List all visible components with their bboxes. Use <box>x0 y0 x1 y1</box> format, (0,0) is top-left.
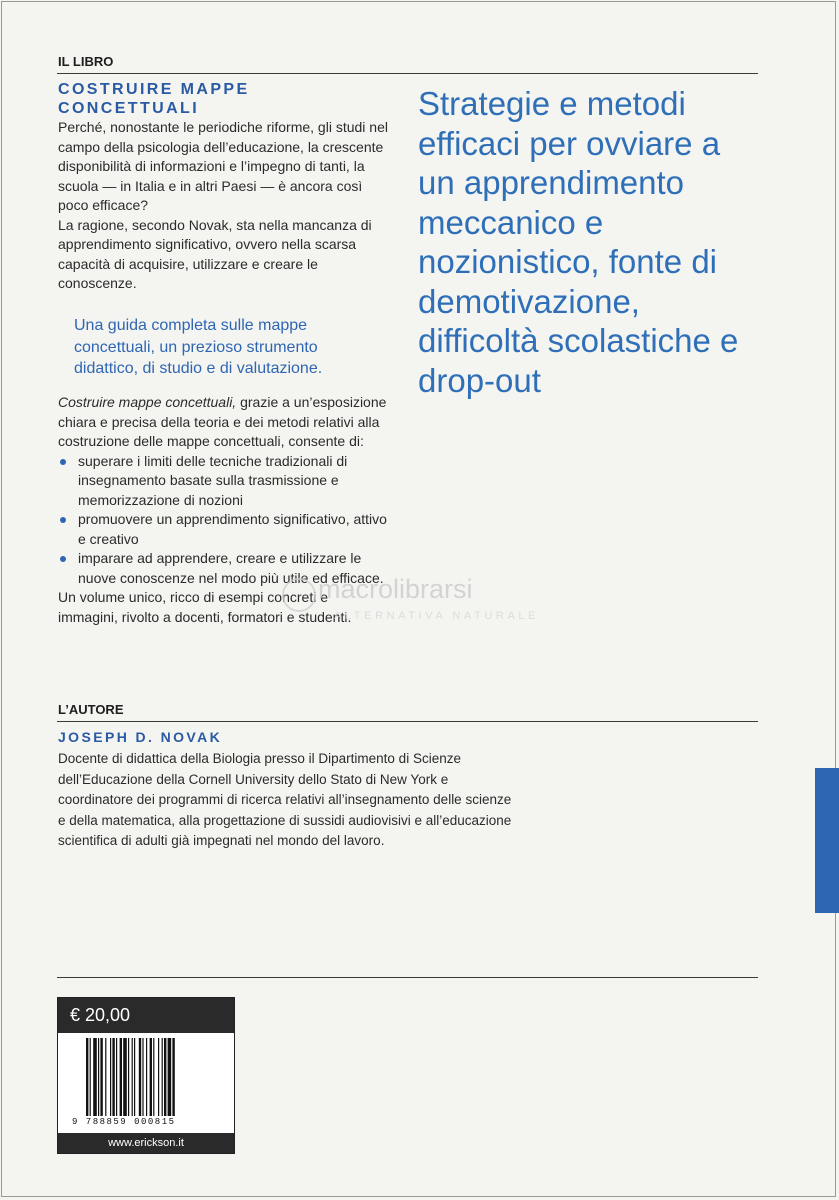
intro-paragraph-2: La ragione, secondo Novak, sta nella mancanza di apprendimento significativo, ovvero nella scarsa capacità di acquisire, utilizzare e creare le conoscenze. <box>58 216 372 291</box>
watermark-logo-icon <box>282 578 316 612</box>
publisher-url: www.erickson.it <box>58 1133 234 1153</box>
price-label: € 20,00 <box>58 998 234 1033</box>
description-paragraph <box>58 393 388 452</box>
author-bio: Docente di didattica della Biologia presso il Dipartimento di Scienze dell’Educazione della Cornell University dello Stato di New York e coordinatore dei programmi di ricerca relativi all’insegnamento delle scienze e della matematica, alla progettazione di sussidi audiovisivi e all’educazione scientifica di adulti già impegnati nel mondo del lavoro. <box>58 751 512 848</box>
author-name: JOSEPH D. NOVAK <box>58 729 223 745</box>
book-title-line1: COSTRUIRE MAPPE <box>58 81 250 98</box>
book-title <box>58 80 250 118</box>
list-item <box>58 452 388 511</box>
description-rest: grazie a un’esposizione chiara e precisa della teoria e dei metodi relativi alla costruzione delle mappe concettuali, consente di: <box>58 394 387 449</box>
side-tab <box>815 768 839 913</box>
list-item-text: superare i limiti delle tecniche tradizionali di insegnamento basate sulla trasmissione e memorizzazione di nozioni <box>78 452 348 508</box>
bullet-dot-icon <box>60 459 66 465</box>
list-item-text: imparare ad apprendere, creare e utilizzare le nuove conoscenze nel modo più utile ed efficace. <box>78 550 384 586</box>
price-barcode-box <box>57 997 235 1154</box>
list-item-text: promuovere un apprendimento significativo, attivo e creativo <box>78 511 387 547</box>
author-section-rule <box>57 721 758 722</box>
description-title-italic: Costruire mappe concettuali, <box>58 394 237 410</box>
intro-paragraph-1: Perché, nonostante le periodiche riforme, gli studi nel campo della psicologia dell’educazione, la crescente disponibilità di informazioni e l’impegno di tanti, la scuola — in Italia e in altri Paesi — è ancora così poco efficace? <box>58 119 388 213</box>
book-title-line2: CONCETTUALI <box>58 100 200 117</box>
book-section-rule <box>57 73 758 74</box>
isbn-digits: 9 788859 000815 <box>72 1117 176 1127</box>
benefits-list <box>58 452 388 589</box>
watermark-main-text: macrolibrarsi <box>318 574 473 604</box>
author-section-label: L’AUTORE <box>58 702 124 717</box>
pull-quote: Una guida completa sulle mappe concettuali, un prezioso strumento didattico, di studio e di valutazione. <box>74 317 323 377</box>
watermark <box>282 574 582 624</box>
list-item <box>58 510 388 549</box>
bullet-dot-icon <box>60 556 66 562</box>
large-tagline: Strategie e metodi efficaci per ovviare a un apprendimento meccanico e nozionistico, fonte di demotivazione, difficoltà scolastiche e drop-out <box>418 85 739 399</box>
watermark-sub-text: ALTERNATIVA NATURALE <box>334 610 540 622</box>
bullet-dot-icon <box>60 517 66 523</box>
book-section-label: IL LIBRO <box>58 54 114 69</box>
closing-paragraph: Un volume unico, ricco di esempi concreti e immagini, rivolto a docenti, formatori e studenti. <box>58 589 352 625</box>
bottom-rule <box>57 977 758 978</box>
barcode-icon <box>86 1038 206 1116</box>
book-intro <box>58 118 388 294</box>
